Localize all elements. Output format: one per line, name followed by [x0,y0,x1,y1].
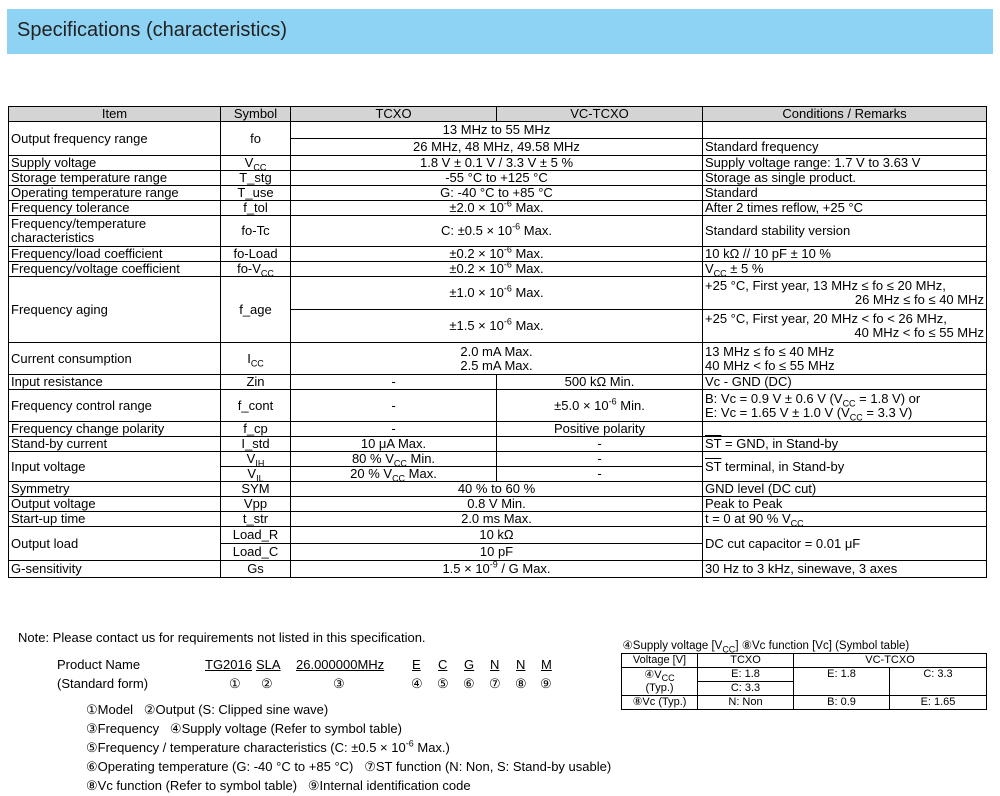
condition-cell: Standard stability version [703,216,987,247]
value-cell: 40 % to 60 % [291,482,703,497]
product-part: TG2016 [205,657,252,672]
symbol-cell: Vpp [221,497,291,512]
condition-cell: 30 Hz to 3 kHz, sinewave, 3 axes [703,561,987,578]
condition-line: 40 MHz < fo ≤ 55 MHz [705,357,835,373]
vc-tcxo-cell: - [497,437,703,452]
symbol-cell: Zin [221,375,291,390]
symbol-cell: $fo-V_{CC}$ [221,262,291,277]
symbol-table-header-row [622,654,987,668]
symbol-cell: f_tol [221,201,291,216]
table-row [9,122,987,139]
table-row [9,482,987,497]
condition-cell: Peak to Peak [703,497,987,512]
value-cell: C: $\pm 0.5 \times 10^{-6}$ Max. [291,216,703,247]
table-row [9,390,987,422]
symbol-cell: E: 1.8 [698,668,794,682]
symbol-cell: $I_{CC}$ [221,343,291,375]
condition-cell: $\overline{ST}$ terminal, in Stand-by [703,452,987,482]
condition-cell: $\overline{ST}$ = GND, in Stand-by [703,437,987,452]
tcxo-cell: 20 % $V_{CC}$ Max. [291,467,497,482]
product-marker: ② [261,676,273,691]
item-cell: Supply voltage [9,156,221,171]
table-row [9,452,987,467]
tcxo-cell: - [291,390,497,422]
product-marker: ① [229,676,241,691]
product-part: E [412,657,421,672]
symbol-header-voltage: Voltage [V] [622,654,698,668]
table-row [9,156,987,171]
header-item: Item [9,107,221,122]
product-name-label: Product Name [57,657,141,672]
tcxo-cell: 10 μA Max. [291,437,497,452]
item-cell: Frequency control range [9,390,221,422]
legend-line: ⑤Frequency / temperature characteristics (C: $\pm 0.5 \times 10^{-6}$ Max.) [86,738,450,755]
table-row [9,422,987,437]
value-cell: G: -40 °C to +85 °C [291,186,703,201]
table-row [9,171,987,186]
item-cell: Output frequency range [9,122,221,156]
symbol-cell: fo [221,122,291,156]
condition-cell: After 2 times reflow, +25 °C [703,201,987,216]
legend-line: ⑧Vc function (Refer to symbol table) ⑨Internal identification code [86,778,471,793]
table-header-row [9,107,987,122]
symbol-cell: $V_{CC}$ [221,156,291,171]
product-marker: ⑧ [515,676,527,691]
symbol-cell: $V_{IH}$ [221,452,291,467]
value-cell: -55 °C to +125 °C [291,171,703,186]
symbol-cell: t_str [221,512,291,527]
item-cell: Storage temperature range [9,171,221,186]
tcxo-cell: 80 % $V_{CC}$ Min. [291,452,497,467]
value-cell: $1.5 \times 10^{-9} / G$ Max. [291,561,703,578]
product-part: G [464,657,475,672]
item-cell: Operating temperature range [9,186,221,201]
condition-cell: 10 kΩ // 10 pF ± 10 % [703,247,987,262]
item-cell: Frequency/temperature characteristics [9,216,221,247]
value-cell: $\pm 1.5 \times 10^{-6}$ Max. [291,310,703,343]
item-cell: Input resistance [9,375,221,390]
condition-line: 13 MHz ≤ fo ≤ 40 MHz [705,343,835,359]
table-row [9,201,987,216]
table-row [9,527,987,544]
symbol-row-label: $④V_{CC}$ (Typ.) [622,668,698,696]
symbol-cell: T_stg [221,171,291,186]
symbol-cell: C: 3.3 [698,682,794,696]
header-conditions: Conditions / Remarks [703,107,987,122]
item-cell: Stand-by current [9,437,221,452]
symbol-cell: f_cp [221,422,291,437]
page-header [7,9,993,54]
value-cell [291,343,703,375]
product-part: SLA [256,657,281,672]
symbol-cell: E: 1.8 [794,668,890,696]
spec-table [8,106,987,578]
table-row [9,437,987,452]
condition-cell: Supply voltage range: 1.7 V to 3.63 V [703,156,987,171]
vc-tcxo-cell: $\pm 5.0 \times 10^{-6}$ Min. [497,390,703,422]
condition-line: +25 °C, First year, 20 MHz < fo < 26 MHz, [705,311,947,326]
symbol-cell: fo-Tc [221,216,291,247]
condition-cell: GND level (DC cut) [703,482,987,497]
product-part: C [438,657,448,672]
condition-cell [703,277,987,310]
value-cell: 0.8 V Min. [291,497,703,512]
condition-line: 26 MHz ≤ fo ≤ 40 MHz [854,292,984,307]
condition-cell: Vc - GND (DC) [703,375,987,390]
symbol-cell: T_use [221,186,291,201]
symbol-header-vc-tcxo: VC-TCXO [794,654,987,668]
item-cell: Output load [9,527,221,561]
item-cell: Frequency change polarity [9,422,221,437]
value-cell: $\pm 0.2 \times 10^{-6}$ Max. [291,247,703,262]
tcxo-cell: - [291,375,497,390]
vc-tcxo-cell: - [497,452,703,467]
page-title: Specifications (characteristics) [17,19,288,41]
item-cell: G-sensitivity [9,561,221,578]
symbol-cell: N: Non [698,696,794,710]
symbol-cell: Gs [221,561,291,578]
item-cell: Current consumption [9,343,221,375]
symbol-cell: B: 0.9 [794,696,890,710]
condition-line: E: Vc = 1.65 V ± 1.0 V ($V_{CC} = 3.3$ V) [705,404,913,423]
legend-line: ⑥Operating temperature (G: -40 °C to +85 °C) ⑦ST function (N: Non, S: Stand-by usable) [86,759,612,774]
symbol-table-title: ④Supply voltage $[V_{CC}]$ ⑧Vc function [Vc] (Symbol table) [622,640,910,655]
condition-cell [703,310,987,343]
item-cell: Frequency aging [9,277,221,343]
symbol-cell: Load_C [221,544,291,561]
symbol-cell: SYM [221,482,291,497]
table-row [9,561,987,578]
table-row [9,247,987,262]
symbol-cell: E: 1.65 [890,696,987,710]
standard-form-label: (Standard form) [57,676,149,691]
table-row [9,262,987,277]
product-marker: ⑥ [463,676,475,691]
value-cell: 1.8 V ± 0.1 V / 3.3 V ± 5 % [291,156,703,171]
symbol-header-tcxo: TCXO [698,654,794,668]
condition-cell: Standard frequency [703,139,987,156]
item-cell: Frequency/voltage coefficient [9,262,221,277]
product-part: N [516,657,526,672]
note-text: Note: Please contact us for requirements not listed in this specification. [18,630,426,645]
product-marker: ③ [333,676,345,691]
condition-line: 40 MHz < fo ≤ 55 MHz [854,325,984,340]
condition-cell [703,422,987,437]
item-cell: Frequency/load coefficient [9,247,221,262]
product-marker: ⑨ [540,676,552,691]
value-cell: 26 MHz, 48 MHz, 49.58 MHz [291,139,703,156]
symbol-cell: f_age [221,277,291,343]
condition-cell: Standard [703,186,987,201]
value-cell: 13 MHz to 55 MHz [291,122,703,139]
value-cell: $\pm 0.2 \times 10^{-6}$ Max. [291,262,703,277]
item-cell: Output voltage [9,497,221,512]
symbol-table [621,640,987,710]
symbol-cell: $V_{IL}$ [221,467,291,482]
product-part: N [490,657,500,672]
header-tcxo: TCXO [291,107,497,122]
symbol-cell: f_cont [221,390,291,422]
product-part: M [541,657,552,672]
condition-cell: DC cut capacitor = 0.01 μF [703,527,987,561]
value-cell: 10 kΩ [291,527,703,544]
value-cell: 10 pF [291,544,703,561]
condition-cell: t = 0 at 90 % $V_{CC}$ [703,512,987,527]
condition-line: +25 °C, First year, 13 MHz ≤ fo ≤ 20 MHz, [705,278,946,293]
table-row [9,277,987,310]
product-marker: ④ [411,676,423,691]
symbol-table-row [622,668,987,682]
value-cell: 2.0 ms Max. [291,512,703,527]
condition-cell: $V_{CC} \pm 5$ % [703,262,987,277]
symbol-cell: I_std [221,437,291,452]
symbol-cell: fo-Load [221,247,291,262]
item-cell: Start-up time [9,512,221,527]
value-cell: $\pm 1.0 \times 10^{-6}$ Max. [291,277,703,310]
legend-line: ①Model ②Output (S: Clipped sine wave) [86,702,329,717]
vc-tcxo-cell: 500 kΩ Min. [497,375,703,390]
value-cell: $\pm 2.0 \times 10^{-6}$ Max. [291,201,703,216]
symbol-table-row [622,696,987,710]
item-cell: Symmetry [9,482,221,497]
product-marker: ⑤ [437,676,449,691]
table-row [9,375,987,390]
condition-cell [703,122,987,139]
item-cell: Frequency tolerance [9,201,221,216]
item-cell: Input voltage [9,452,221,482]
symbol-row-label: ⑧Vc (Typ.) [622,696,698,710]
table-row [9,512,987,527]
product-marker: ⑦ [489,676,501,691]
value-line: 2.0 mA Max. [460,343,533,359]
vc-tcxo-cell: - [497,467,703,482]
vc-tcxo-cell: Positive polarity [497,422,703,437]
header-symbol: Symbol [221,107,291,122]
value-line: 2.5 mA Max. [460,357,533,373]
condition-cell: Storage as single product. [703,171,987,186]
condition-cell [703,390,987,422]
table-row [9,216,987,247]
product-part: 26.000000MHz [296,657,385,672]
symbol-cell: Load_R [221,527,291,544]
symbol-cell: C: 3.3 [890,668,987,696]
legend-line: ③Frequency ④Supply voltage (Refer to symbol table) [86,721,402,736]
condition-cell [703,343,987,375]
tcxo-cell: - [291,422,497,437]
table-row [9,497,987,512]
header-vc-tcxo: VC-TCXO [497,107,703,122]
table-row [9,186,987,201]
condition-line: B: Vc = 0.9 V ± 0.6 V ($V_{CC} = 1.8$ V) or [705,390,921,409]
table-row [9,343,987,375]
symbol-table-title-row [622,640,987,654]
